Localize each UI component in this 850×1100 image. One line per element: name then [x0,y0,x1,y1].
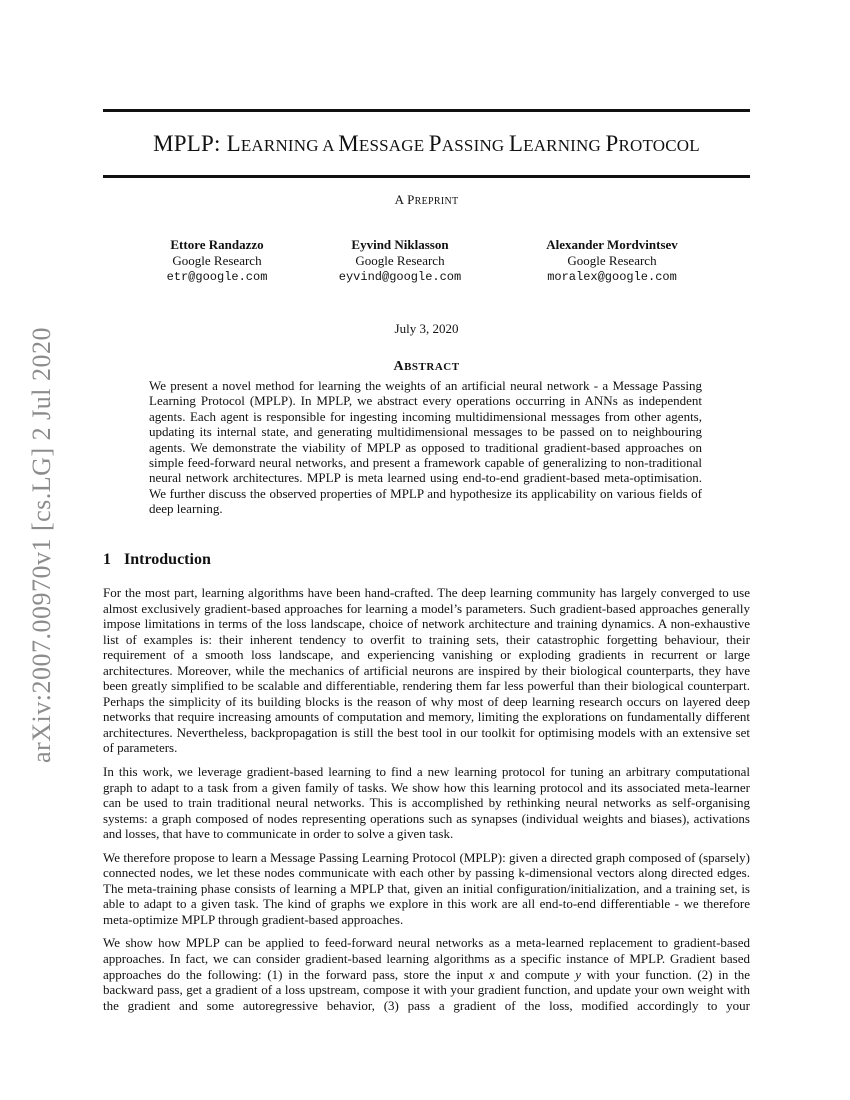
author-affiliation: Google Research [567,253,657,268]
section-title: Introduction [124,551,211,568]
author-name: Eyvind Niklasson [351,237,449,252]
math-variable-x: x [488,966,495,982]
author-block-2 [290,237,510,285]
math-variable-y: y [575,966,582,982]
title-top-rule [103,109,750,112]
author-affiliation: Google Research [172,253,262,268]
body-paragraph-2: In this work, we leverage gradient-based learning to find a new learning protocol for tuning an arbitrary computational graph to adapt to a task from a given family of tasks. We show how this learning protocol and its associated meta-learner can be used to train traditional neural networks. This is accomplished by rethinking neural networks as self-organising systems: a graph composed of nodes representing operations such as synapses (individual weights and biases), activations and losses, that have to communicate in order to solve a given task. [103,764,750,842]
introduction-body [103,585,750,1021]
section-heading-introduction [103,551,211,569]
body-paragraph-1: For the most part, learning algorithms have been hand-crafted. The deep learning community has largely converged to use almost exclusively gradient-based approaches for learning a model’s parameters. Such gradient-based approaches generally impose limitations in terms of the loss landscape, choice of network architecture and training dynamics. A non-exhaustive list of examples is: their inherent tendency to overfit to training sets, their catastrophic forgetting behaviour, their requirement of a smooth loss landscape, and experiencing vanishing or exploding gradients in recurrent or large architectures. Moreover, while the mechanics of artificial neurons are inspired by their biological counterparts, they have been greatly simplified to be scalable and differentiable, rendering them far less powerful than their biological counterpart. Perhaps the simplicity of its building blocks is the reason of why most of deep learning research occurs on layered deep networks that require increasing amounts of computation and memory, limiting the explorations on fundamentally different architectures. Nevertheless, backpropagation is still the best tool in our toolkit for optimising models with an extensive set of parameters. [103,585,750,756]
arxiv-identifier-stamp [22,310,62,780]
body-paragraph-3: We therefore propose to learn a Message Passing Learning Protocol (MPLP): given a directed graph composed of (sparsely) connected nodes, we let these nodes communicate with each other by passing k-dimensional vectors along directed edges. The meta-training phase consists of learning a MPLP that, given an initial configuration/initialization, and a training set, is able to adapt to a given task. The kind of graphs we explore in this work are all end-to-end differentiable - we therefore meta-optimize MPLP through gradient-based approaches. [103,849,750,927]
title-bottom-rule [103,175,750,178]
abstract-text: We present a novel method for learning the weights of an artificial neural network - a Message Passing Learning Protocol (MPLP). In MPLP, we abstract every operations occurring in ANNs as independent agents. Each agent is responsible for ingesting incoming multidimensional messages from other agents, updating its internal state, and generating multidimensional messages to be passed on to neighbouring agents. We demonstrate the viability of MPLP as opposed to traditional gradient-based approaches on simple feed-forward neural networks, and present a framework capable of generalizing to non-traditional neural network architectures. MPLP is meta learned using end-to-end gradient-based meta-optimisation. We further discuss the observed properties of MPLP and hypothesize its applicability on various fields of deep learning. [149,378,702,517]
abstract-heading: ABSTRACT [393,359,460,374]
author-block-3 [502,237,722,285]
author-affiliation: Google Research [355,253,445,268]
author-name: Alexander Mordvintsev [546,237,678,252]
section-number: 1 [103,551,111,568]
preprint-label: A PREPRINT [394,192,459,207]
paper-title: MPLP: LEARNING A MESSAGE PASSING LEARNING PROTOCOL [153,131,700,156]
publication-date: July 3, 2020 [394,321,459,336]
author-name: Ettore Randazzo [170,237,264,252]
arxiv-identifier-text: arXiv:2007.00970v1 [cs.LG] 2 Jul 2020 [27,327,56,763]
body-paragraph-4: We show how MPLP can be applied to feed-forward neural networks as a meta-learned replacement to gradient-based approaches. In fact, we can consider gradient-based learning algorithms as a specific instance of MPLP. Gradient based approaches do the following: (1) in the forward pass, store the input x and compute y with your function. (2) in the backward pass, get a gradient of a loss upstream, compose it with your gradient function, and update your own weight with the gradient and some autoregressive behavior, (3) pass a gradient of the loss, modified accordingly to your [103,935,750,1013]
author-email: etr@google.com [166,270,268,284]
author-email: moralex@google.com [547,270,677,284]
author-email: eyvind@google.com [338,270,462,284]
